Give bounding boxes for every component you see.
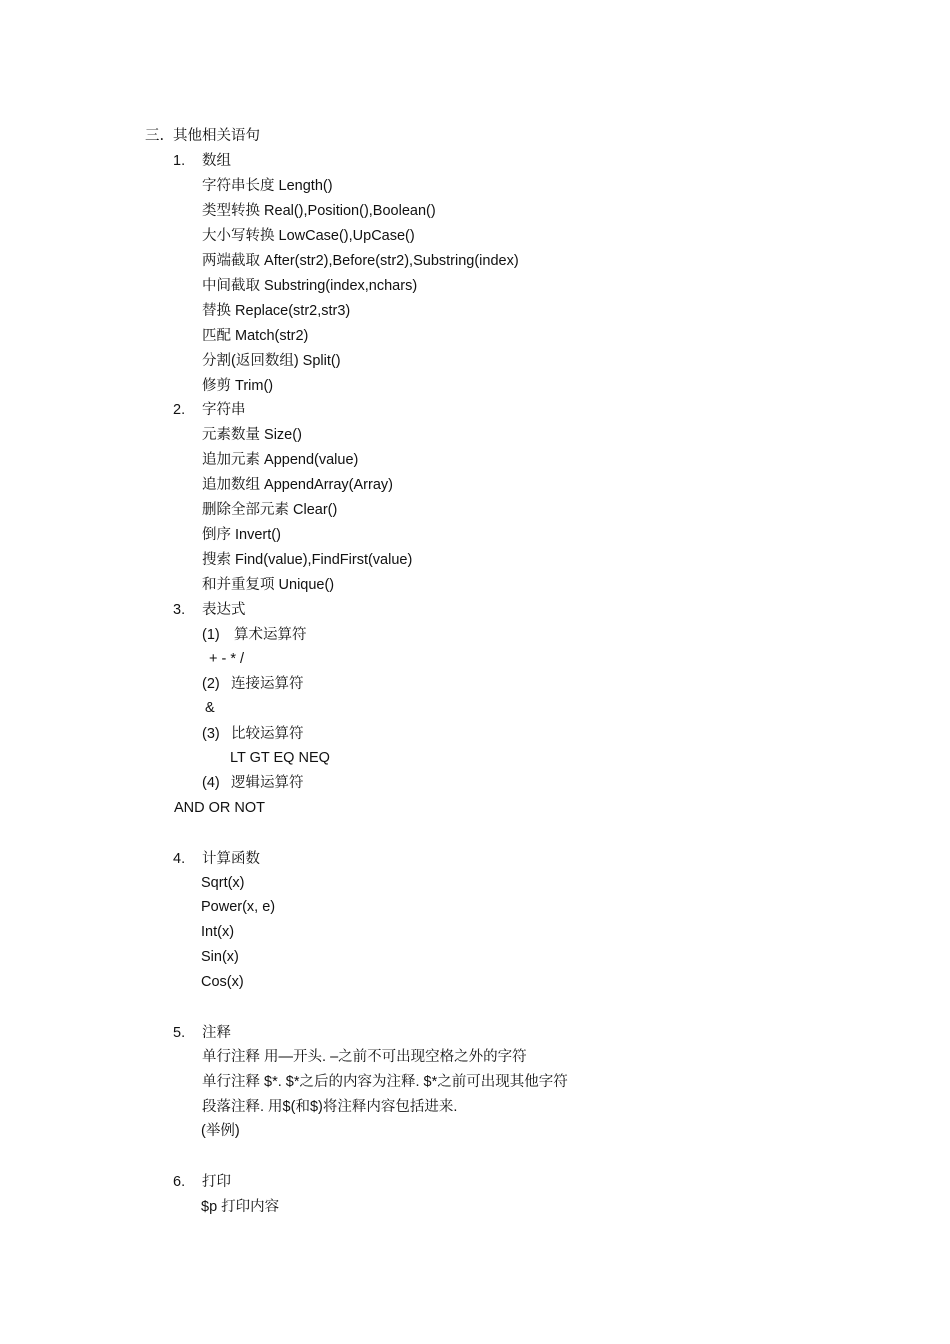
list-item: 类型转换 Real(),Position(),Boolean() [202,203,436,219]
sub-item-number: (2) [202,676,220,692]
sub-item-title: 逻辑运算符 [231,775,304,791]
list-item: 倒序 Invert() [202,527,281,543]
item-number: 2. [173,402,186,418]
sub-item-number: (3) [202,726,220,742]
section-number: 三. [145,128,165,144]
list-item: 追加元素 Append(value) [202,452,359,468]
sub-item-number: (1) [202,627,220,643]
list-item: (举例) [201,1123,240,1139]
list-item: 替换 Replace(str2,str3) [202,303,351,319]
item-title: 数组 [202,153,231,169]
list-item: Power(x, e) [201,899,276,915]
list-item: 字符串长度 Length() [202,178,333,194]
list-item: Sqrt(x) [201,875,245,891]
list-item: 分割(返回数组) Split() [202,353,341,369]
list-item: 单行注释 用—开头. –之前不可出现空格之外的字符 [202,1049,527,1065]
list-item: 修剪 Trim() [202,378,274,394]
list-item: 段落注释. 用$(和$)将注释内容包括进来. [202,1099,458,1115]
list-item: 匹配 Match(str2) [202,328,309,344]
item-number: 1. [173,153,186,169]
item-number: 5. [173,1025,186,1041]
list-item: 大小写转换 LowCase(),UpCase() [202,228,415,244]
list-item: 搜索 Find(value),FindFirst(value) [202,552,413,568]
list-item: 追加数组 AppendArray(Array) [202,477,393,493]
section-title: 其他相关语句 [173,128,260,144]
list-item: 元素数量 Size() [202,427,302,443]
list-item: Int(x) [201,924,235,940]
item-title: 注释 [202,1025,231,1041]
operator-list: & [205,700,215,716]
sub-item-number: (4) [202,775,220,791]
item-number: 6. [173,1174,186,1190]
list-item: 单行注释 $*. $*之后的内容为注释. $*之前可出现其他字符 [202,1074,568,1090]
sub-item-title: 连接运算符 [231,676,304,692]
sub-item-title: 比较运算符 [231,726,304,742]
list-item: 删除全部元素 Clear() [202,502,338,518]
item-number: 3. [173,602,186,618]
item-title: 表达式 [202,602,246,618]
list-item: Cos(x) [201,974,244,990]
list-item: 中间截取 Substring(index,nchars) [202,278,418,294]
item-number: 4. [173,851,186,867]
list-item: Sin(x) [201,949,239,965]
list-item: 两端截取 After(str2),Before(str2),Substring(index) [202,253,519,269]
sub-item-title: 算术运算符 [234,627,307,643]
list-item: $p 打印内容 [201,1199,280,1215]
item-title: 字符串 [202,402,246,418]
item-title: 打印 [202,1174,231,1190]
operator-list: + - * / [209,651,245,667]
item-title: 计算函数 [202,851,260,867]
list-item: 和并重复项 Unique() [202,577,335,593]
operator-list: LT GT EQ NEQ [230,750,330,766]
operator-list: AND OR NOT [174,800,266,816]
